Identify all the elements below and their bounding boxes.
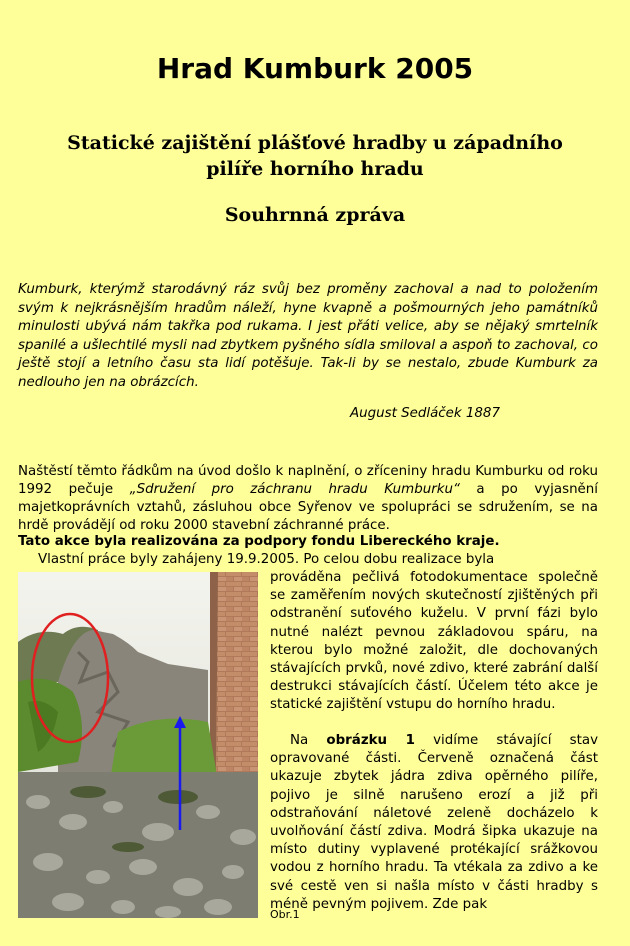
intro-text-end: a po vyjasnění majetkoprávních vztahů, zásluhou obce Syřenov ve spolupráci se sdružením, se na hrdě provádějí od roku 2000 stavební záchranné práce. [18,482,599,533]
subtitle-line-2: pilíře horního hradu [206,158,424,180]
column-text-end: vidíme stávající stav opravované části. Červeně označená část ukazuje zbytek jádra zdiva opěrného pilíře, pojivo je silně narušeno erozí a již při odstraňování náletové zeleně docházelo k uvolňování částí zdiva. Modrá šipka ukazuje na místo dutiny vyplavené protékající srážkovou vodou z horního hradu. Ta vtékala za zdivo a ke své cestě ven si našla místo v části hradby s méně pevným pojivem. Zde pak [270,733,598,912]
organization-name: „Sdružení pro záchranu hradu Kumburku“ [129,482,460,497]
quote-text: Kumburk, kterýmž starodávný ráz svůj bez proměny zachoval a nad to položením svým k nejkrásnějším hradům náleží, hyne kvapně a pošmourných jeho památníků minulosti ubývá nám takřka pod rukama. I jest přáti velice, aby se nějaký smrtelník spanilé a ušlechtilé mysli nad zbytkem pyšného sídla smiloval a aspoň to zachoval, co ještě stojí a letního času sta lidí potěšuje. Tak-li by se nestalo, zbude Kumburk za nedlouho jen na obrázcích. [18,282,598,390]
figure-reference: obrázku 1 [326,733,415,748]
works-start-line: Vlastní práce byly zahájeny 19.9.2005. Po celou dobu realizace byla [38,552,495,567]
subtitle [0,130,630,182]
quote-author: August Sedláček 1887 [350,406,500,421]
page-title: Hrad Kumburk 2005 [156,52,474,85]
figure-caption: Obr.1 [270,908,300,921]
column-paragraph-1: prováděna pečlivá fotodokumentace společně se zaměřením nových skutečností zjištěných při odstranění suťového kuželu. V první fázi bylo nutné nalézt pevnou základovou spáru, na kterou bylo možné založit, dle dochovaných stávajících prvků, nové zdivo, které zabrání další destrukci stávajících částí. Účelem této akce je statické zajištění vstupu do horního hradu. [270,570,598,713]
column-text: Na [290,733,327,748]
castle-photo-image [18,572,258,918]
support-line: Tato akce byla realizována za podpory fondu Libereckého kraje. [18,534,500,549]
intro-text: Naštěstí těmto řádkům na úvod došlo k naplnění, o zříceniny hradu Kumburku od roku 1992 pečuje [18,464,598,497]
section-heading: Souhrnná zpráva [224,204,406,226]
column-paragraph-2 [270,732,598,914]
castle-photo [18,572,258,918]
intro-paragraph [18,463,598,535]
subtitle-line-1: Statické zajištění plášťové hradby u západního [67,132,563,154]
